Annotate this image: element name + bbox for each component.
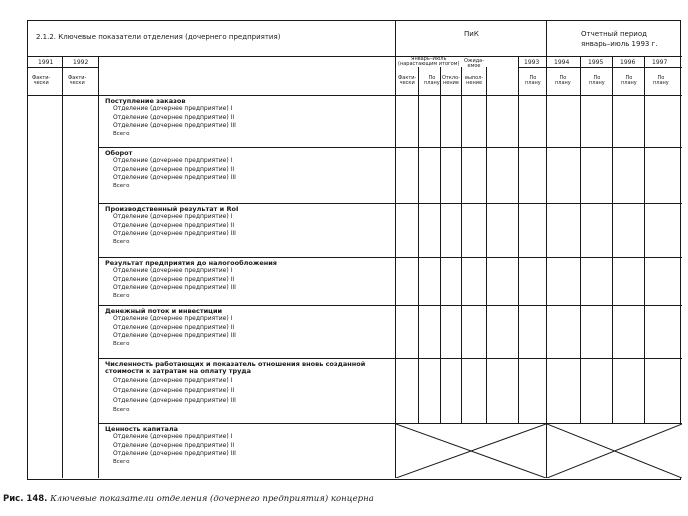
group-separator	[98, 147, 682, 148]
fact-1992-label: Факти- чески	[68, 75, 87, 87]
plan-year-1997-label: 1997	[652, 59, 668, 66]
total-row-label: Всего	[113, 407, 130, 413]
division-row-label: Отделение (дочернее предприятие) I	[113, 377, 233, 384]
indicator-group-title: Численность работающих и показатель отношения вновь созданной стоимости к затратам на оплату труда	[105, 360, 366, 376]
division-row-label: Отделение (дочернее предприятие) II	[113, 323, 235, 331]
plan-year-1996-label: 1996	[620, 59, 636, 66]
crossed-pik-cells	[396, 424, 546, 478]
plan-section-left-divider	[546, 21, 547, 478]
division-row-label: Отделение (дочернее предприятие) III	[113, 230, 236, 237]
jan-jul-header: Январь–Июль (нарастающим итогом)	[398, 56, 460, 68]
plan-year-separator	[518, 67, 682, 68]
pik-fact-label: Факти- чески	[398, 75, 417, 87]
total-row-label: Всего	[113, 238, 130, 245]
key-indicators-form	[27, 20, 681, 480]
year-1991-divider	[62, 56, 63, 478]
plan-year-1995-label: 1995	[588, 59, 604, 66]
header-separator	[28, 56, 682, 57]
column-divider	[580, 56, 581, 478]
year-1992-label: 1992	[73, 59, 89, 66]
total-row-label: Всего	[113, 182, 130, 189]
indicator-group-title: Ценность капитала	[105, 425, 179, 433]
plan-year-1996-sub-label: По плану	[621, 75, 637, 87]
plan-year-1995-sub-label: По плану	[589, 75, 605, 87]
crossed-plan-cells	[547, 424, 682, 478]
caption-label: Рис. 148.	[3, 494, 48, 504]
division-row-label: Отделение (дочернее предприятие) I	[113, 315, 233, 322]
plan-year-1994-label: 1994	[554, 59, 570, 66]
division-row-label: Отделение (дочернее предприятие) III	[113, 397, 236, 404]
total-row-label: Всего	[113, 130, 130, 137]
total-row-label: Всего	[113, 292, 130, 299]
column-divider	[461, 67, 462, 478]
pik-plan-label: По плану	[424, 75, 440, 87]
division-row-label: Отделение (дочернее предприятие) II	[113, 275, 235, 283]
plan-1993-label: По плану	[525, 75, 541, 87]
pik-label: ПиК	[464, 30, 479, 38]
column-divider	[518, 56, 519, 67]
report-period-line2: январь–июль 1993 г.	[581, 40, 658, 48]
year-1993-label: 1993	[524, 59, 540, 66]
pik-section-left-divider	[395, 21, 396, 478]
caption-text: Ключевые показатели отделения (дочернего предприятия) концерна	[50, 494, 374, 504]
group-separator	[98, 257, 682, 258]
form-title: 2.1.2. Ключевые показатели отделения (дочернего предприятия)	[36, 33, 281, 41]
division-row-label: Отделение (дочернее предприятие) II	[113, 113, 235, 121]
column-divider	[486, 67, 487, 478]
division-row-label: Отделение (дочернее предприятие) I	[113, 157, 233, 164]
report-period-line1: Отчетный период	[581, 30, 647, 38]
indicator-group-title: Оборот	[105, 149, 133, 157]
division-row-label: Отделение (дочернее предприятие) III	[113, 284, 236, 291]
year-1991-label: 1991	[38, 59, 54, 66]
figure-caption	[3, 494, 374, 504]
division-row-label: Отделение (дочернее предприятие) III	[113, 122, 236, 129]
group-separator	[98, 203, 682, 204]
column-divider	[440, 67, 441, 478]
year-subheader-separator	[28, 67, 98, 68]
division-row-label: Отделение (дочернее предприятие) I	[113, 213, 233, 220]
expected-header: Ожида- емое	[464, 58, 485, 70]
column-divider	[518, 67, 519, 478]
division-row-label: Отделение (дочернее предприятие) I	[113, 267, 233, 274]
column-divider	[418, 67, 419, 478]
header-bottom-line	[28, 95, 682, 96]
pik-deviation-label: Откло- нение	[442, 75, 460, 87]
division-row-label: Отделение (дочернее предприятие) III	[113, 174, 236, 181]
group-separator	[98, 305, 682, 306]
column-divider	[612, 56, 613, 478]
division-row-label: Отделение (дочернее предприятие) II	[113, 441, 235, 449]
indicator-group-title: Денежный поток и инвестиции	[105, 307, 223, 315]
division-row-label: Отделение (дочернее предприятие) II	[113, 165, 235, 173]
group-separator	[98, 358, 682, 359]
plan-year-1997-sub-label: По плану	[653, 75, 669, 87]
division-row-label: Отделение (дочернее предприятие) III	[113, 332, 236, 339]
plan-year-1994-sub-label: По плану	[555, 75, 571, 87]
division-row-label: Отделение (дочернее предприятие) I	[113, 433, 233, 440]
indicator-group-title: Результат предприятия до налогообложения	[105, 259, 277, 267]
division-row-label: Отделение (дочернее предприятие) II	[113, 221, 235, 229]
total-row-label: Всего	[113, 340, 130, 347]
expected-sub-label: выпол- нение	[465, 75, 484, 87]
division-row-label: Отделение (дочернее предприятие) I	[113, 105, 233, 112]
division-row-label: Отделение (дочернее предприятие) III	[113, 450, 236, 457]
indicator-group-title: Производственный результат и RoI	[105, 205, 239, 213]
year-1992-divider	[98, 56, 99, 478]
total-row-label: Всего	[113, 458, 130, 465]
indicator-group-title: Поступление заказов	[105, 97, 186, 105]
fact-1991-label: Факти- чески	[32, 75, 51, 87]
column-divider	[644, 56, 645, 478]
division-row-label: Отделение (дочернее предприятие) II	[113, 387, 235, 394]
